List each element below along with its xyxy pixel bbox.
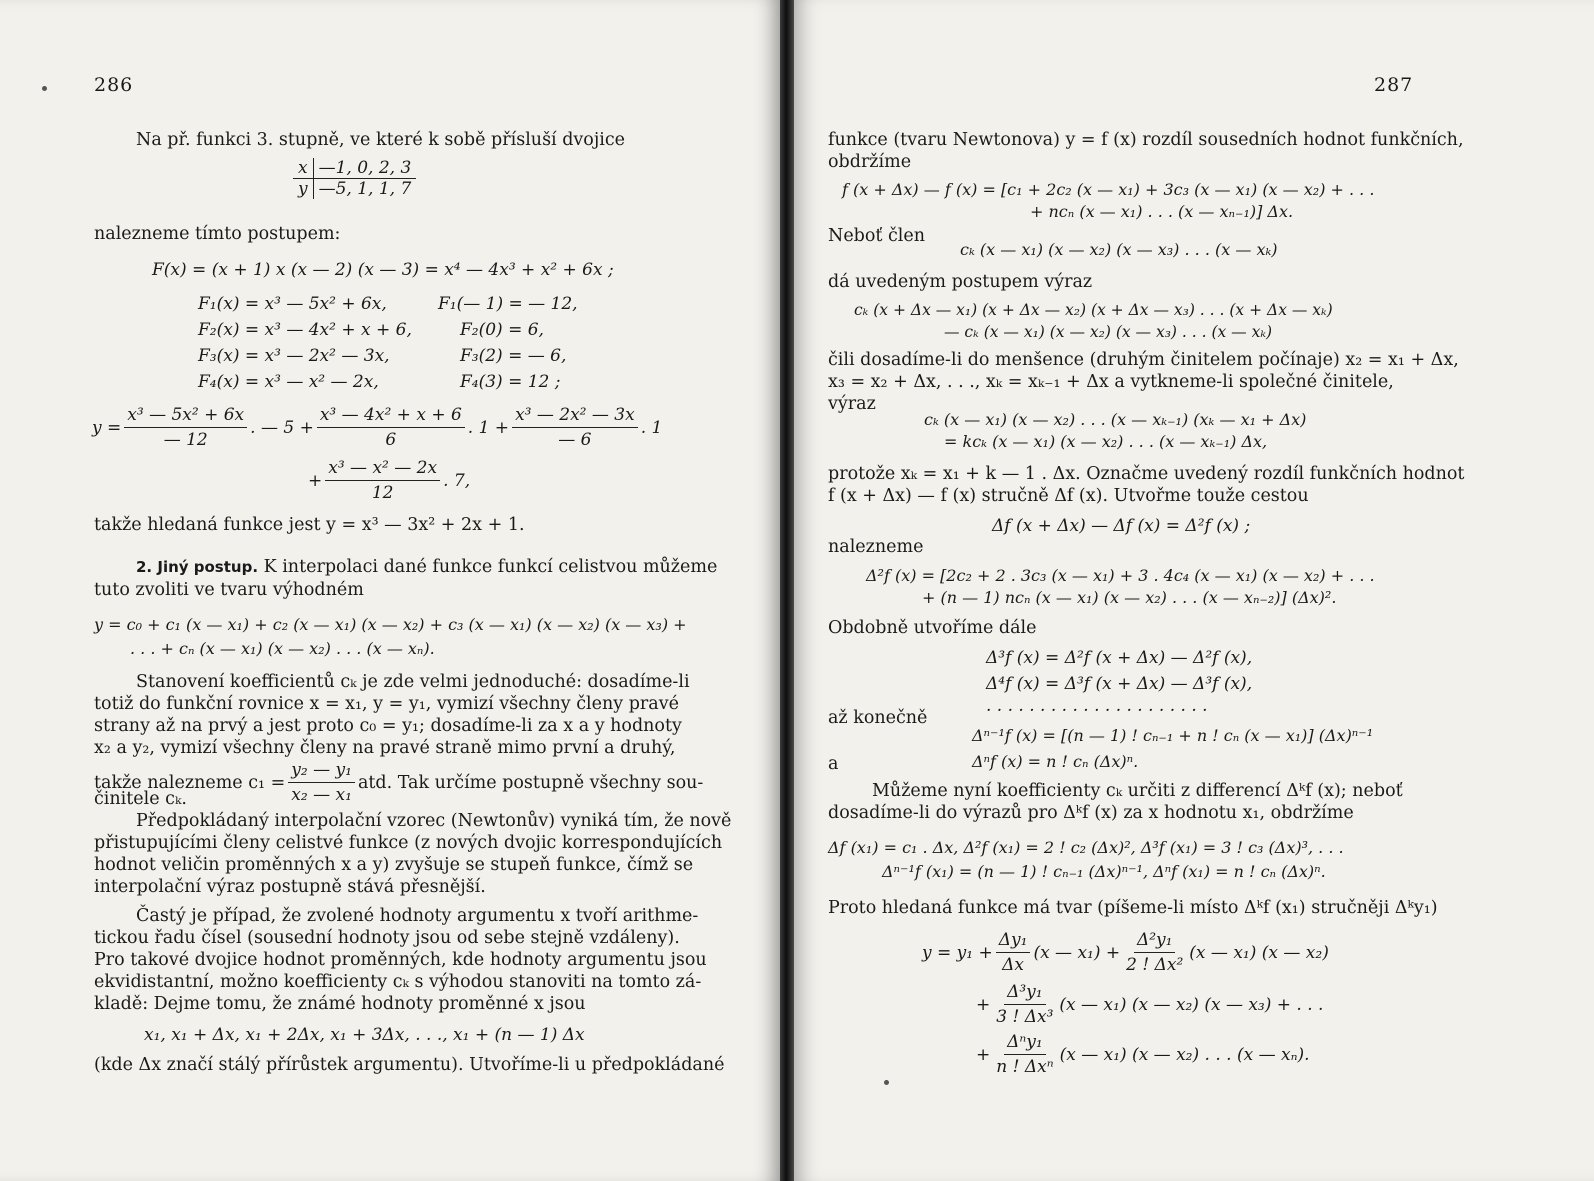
r-line-14: Proto hledaná funkce má tvar (píšeme-li místo Δᵏf (x₁) stručněji Δᵏy₁) — [828, 898, 1438, 918]
r-eq-7a: Δ³f (x) = Δ²f (x + Δx) — Δ²f (x), — [986, 648, 1253, 668]
lagrange-formula-cont — [308, 456, 470, 505]
para1-line4: x₂ a y₂, vymizí všechny členy na pravé straně mimo první a druhý, — [94, 738, 676, 758]
coef-3: . 1 — [640, 417, 663, 438]
r-eq-6b: + (n — 1) ncₙ (x — x₁) (x — x₂) . . . (x — xₙ₋₂)] (Δx)². — [922, 588, 1337, 607]
r-line-1: funkce (tvaru Newtonova) y = f (x) rozdíl sousedních hodnot funkčních, — [828, 130, 1464, 150]
final-plus-4: + — [976, 1044, 991, 1065]
F-row-2-left: F₂(x) = x³ — 4x² + x + 6, — [198, 320, 412, 340]
final-plus-3: + — [976, 994, 991, 1015]
para2-line4: interpolační výraz postupně stává přesnější. — [94, 877, 486, 897]
final-term-4: (x — x₁) (x — x₂) . . . (x — xₙ). — [1059, 1044, 1310, 1065]
fraction-1: $\frac{\text{x³ — 5x² + 6x}}{— 12}$ — [124, 403, 247, 452]
final-fraction-1: $\frac{\text{Δy₁}}{\Delta x}$ — [996, 928, 1031, 977]
r-para1-line1: Můžeme nyní koefficienty cₖ určiti z differencí Δᵏf (x); neboť — [872, 781, 1403, 801]
r-line-6: x₃ = x₂ + Δx, . . ., xₖ = xₖ₋₁ + Δx a vytkneme-li společné činitele, — [828, 372, 1394, 392]
r-eq-3b: — cₖ (x — x₁) (x — x₂) (x — x₃) . . . (x — xₖ) — [944, 323, 1273, 341]
para3-line3: Pro takové dvojice hodnot proměnných, kde hodnoty argumentu jsou — [94, 950, 707, 970]
result-line: takže hledaná funkce jest y = x³ — 3x² + 2x + 1. — [94, 515, 525, 535]
r-line-3: Neboť člen — [828, 226, 926, 246]
fraction-2: $\frac{\text{x³ — 4x² + x + 6}}{6}$ — [317, 403, 465, 452]
coef-4: . 7, — [443, 470, 471, 491]
section-2-line2: tuto zvoliti ve tvaru výhodném — [94, 580, 364, 600]
final-term-3: (x — x₁) (x — x₂) (x — x₃) + . . . — [1059, 994, 1324, 1015]
page-number-left: 286 — [94, 74, 134, 96]
F-row-4-right: F₄(3) = 12 ; — [460, 372, 561, 392]
r-eq-7b: Δ⁴f (x) = Δ³f (x + Δx) — Δ³f (x), — [986, 674, 1253, 694]
para2-line2: přistupujícími členy celistvé funkce (z nových dvojic korrespondujících — [94, 833, 723, 853]
r-eq-5: Δf (x + Δx) — Δf (x) = Δ²f (x) ; — [992, 516, 1251, 536]
r-line-11: Obdobně utvoříme dále — [828, 618, 1037, 638]
book-gutter — [780, 0, 794, 1181]
print-speck — [884, 1080, 889, 1085]
F-row-4-left: F₄(x) = x³ — x² — 2x, — [198, 372, 379, 392]
r-line-7: výraz — [828, 394, 876, 414]
para1-line2: totiž do funkční rovnice x = x₁, y = y₁, vymizí všechny členy pravé — [94, 694, 679, 714]
plus-sign: + — [308, 470, 323, 491]
final-term-2: (x — x₁) (x — x₂) — [1189, 942, 1329, 963]
r-eq-8a: Δⁿ⁻¹f (x) = [(n — 1) ! cₙ₋₁ + n ! cₙ (x — x₁)] (Δx)ⁿ⁻¹ — [972, 726, 1374, 745]
r-line-2: obdržíme — [828, 152, 912, 172]
lagrange-formula — [92, 403, 662, 452]
final-y: y = y₁ + — [922, 942, 993, 963]
para2-line3: hodnot veličin proměnných x a y) zvyšuje se stupeň funkce, čímž se — [94, 855, 694, 875]
r-eq-6a: Δ²f (x) = [2c₂ + 2 . 3c₃ (x — x₁) + 3 . 4c₄ (x — x₁) (x — x₂) + . . . — [866, 566, 1375, 585]
r-line-8: protože xₖ = x₁ + k — 1 . Δx. Označme uvedený rozdíl funkčních hodnot — [828, 464, 1465, 484]
r-eq-3a: cₖ (x + Δx — x₁) (x + Δx — x₂) (x + Δx — x₃) . . . (x + Δx — xₖ) — [854, 301, 1333, 319]
final-fraction-4: $\frac{\text{Δⁿy₁}}{\text{n ! Δxⁿ}}$ — [996, 1032, 1054, 1077]
table-x-values: —1, 0, 2, 3 — [313, 158, 416, 179]
section-text: K interpolaci dané funkce funkcí celistvou můžeme — [258, 557, 718, 577]
left-page — [0, 0, 780, 1181]
para3-line1: Častý je případ, že zvolené hodnoty argumentu x tvoří arithme- — [136, 906, 699, 926]
equation-F: F(x) = (x + 1) x (x — 2) (x — 3) = x⁴ — 4x³ + x² + 6x ; — [152, 260, 614, 280]
sequence-equation: x₁, x₁ + Δx, x₁ + 2Δx, x₁ + 3Δx, . . ., x₁ + (n — 1) Δx — [144, 1025, 585, 1045]
coef-2: . 1 + — [467, 417, 510, 438]
r-final-formula-2 — [976, 980, 1323, 1029]
para3-line5: kladě: Dejme tomu, že známé hodnoty proměnné x jsou — [94, 994, 586, 1014]
newton-equation-2: . . . + cₙ (x — x₁) (x — x₂) . . . (x — xₙ). — [130, 639, 435, 658]
r-line-13: a — [828, 754, 839, 774]
page-number-right: 287 — [1374, 74, 1414, 96]
r-eq-2: cₖ (x — x₁) (x — x₂) (x — x₃) . . . (x — xₖ) — [960, 240, 1278, 259]
r-eq-4b: = kcₖ (x — x₁) (x — x₂) . . . (x — xₖ₋₁) Δx, — [944, 432, 1268, 451]
table-x-label: x — [293, 158, 313, 179]
para3-line2: tickou řadu čísel (sousední hodnoty jsou od sebe stejně vzdáleny). — [94, 928, 680, 948]
r-line-4: dá uvedeným postupem výraz — [828, 272, 1093, 292]
print-speck — [42, 86, 47, 91]
r-line-12: až konečně — [828, 708, 928, 728]
r-line-10: nalezneme — [828, 537, 924, 557]
fraction-3: $\frac{\text{x³ — 2x² — 3x}}{— 6}$ — [512, 403, 638, 452]
r-eq-9a: Δf (x₁) = c₁ . Δx, Δ²f (x₁) = 2 ! c₂ (Δx)², Δ³f (x₁) = 3 ! c₃ (Δx)³, . . . — [828, 838, 1344, 857]
para1-line6: činitele cₖ. — [94, 789, 187, 809]
final-term-1: (x — x₁) + — [1033, 942, 1121, 963]
final-fraction-2: $\frac{\text{Δ²y₁}}{\text{2 ! Δx²}}$ — [1126, 930, 1184, 975]
c1-prefix: takže nalezneme c₁ = — [94, 772, 286, 793]
F-row-1-left: F₁(x) = x³ — 5x² + 6x, — [198, 294, 387, 314]
found-line: nalezneme tímto postupem: — [94, 224, 341, 244]
table-y-values: —5, 1, 1, 7 — [313, 179, 416, 200]
c1-fraction: $\frac{\text{y₂ — y₁}}{\text{x₂ — x₁}}$ — [288, 758, 355, 807]
intro-line: Na př. funkci 3. stupně, ve které k sobě přísluší dvojice — [136, 130, 626, 150]
r-eq-7-dots: . . . . . . . . . . . . . . . . . . . . . — [986, 696, 1208, 716]
F-row-2-right: F₂(0) = 6, — [460, 320, 544, 340]
para2-line1: Předpokládaný interpolační vzorec (Newtonův) vyniká tím, že nově — [136, 811, 732, 831]
y-prefix: y = — [92, 417, 122, 438]
r-eq-8b: Δⁿf (x) = n ! cₙ (Δx)ⁿ. — [972, 752, 1139, 771]
final-fraction-3: $\frac{\text{Δ³y₁}}{\text{3 ! Δx³}}$ — [996, 982, 1054, 1027]
r-eq-4a: cₖ (x — x₁) (x — x₂) . . . (x — xₖ₋₁) (xₖ — x₁ + Δx) — [924, 410, 1307, 429]
newton-equation-1: y = c₀ + c₁ (x — x₁) + c₂ (x — x₁) (x — x₂) + c₃ (x — x₁) (x — x₂) (x — x₃) + — [94, 615, 687, 634]
para1-line3: strany až na prvý a jest proto c₀ = y₁; dosadíme-li za x a y hodnoty — [94, 716, 682, 736]
value-table — [293, 158, 416, 199]
para3-line4: ekvidistantní, možno koefficienty cₖ s výhodou stanoviti na tomto zá- — [94, 972, 702, 992]
r-eq-1b: + ncₙ (x — x₁) . . . (x — xₙ₋₁)] Δx. — [1030, 202, 1294, 221]
r-line-9: f (x + Δx) — f (x) stručně Δf (x). Utvořme touže cestou — [828, 486, 1309, 506]
F-row-1-right: F₁(— 1) = — 12, — [438, 294, 578, 314]
section-label: 2. Jiný postup. — [136, 558, 259, 576]
r-para1-line2: dosadíme-li do výrazů pro Δᵏf (x) za x hodnotu x₁, obdržíme — [828, 803, 1354, 823]
section-2-heading — [136, 555, 717, 579]
fraction-4: $\frac{\text{x³ — x² — 2x}}{12}$ — [325, 456, 440, 505]
table-y-label: y — [298, 179, 308, 199]
c1-suffix: atd. Tak určíme postupně všechny sou- — [357, 772, 704, 793]
r-eq-1a: f (x + Δx) — f (x) = [c₁ + 2c₂ (x — x₁) + 3c₃ (x — x₁) (x — x₂) + . . . — [842, 180, 1375, 199]
right-page — [794, 0, 1594, 1181]
r-line-5: čili dosadíme-li do menšence (druhým činitelem počínaje) x₂ = x₁ + Δx, — [828, 350, 1459, 370]
r-final-formula-1 — [922, 928, 1329, 977]
para1-line1: Stanovení koefficientů cₖ je zde velmi jednoduché: dosadíme-li — [136, 672, 690, 692]
last-line: (kde Δx značí stálý přírůstek argumentu). Utvoříme-li u předpokládané — [94, 1055, 725, 1075]
r-final-formula-3 — [976, 1030, 1310, 1079]
F-row-3-left: F₃(x) = x³ — 2x² — 3x, — [198, 346, 390, 366]
r-eq-9b: Δⁿ⁻¹f (x₁) = (n — 1) ! cₙ₋₁ (Δx)ⁿ⁻¹, Δⁿf (x₁) = n ! cₙ (Δx)ⁿ. — [882, 862, 1326, 881]
F-row-3-right: F₃(2) = — 6, — [460, 346, 567, 366]
coef-1: . — 5 + — [250, 417, 314, 438]
